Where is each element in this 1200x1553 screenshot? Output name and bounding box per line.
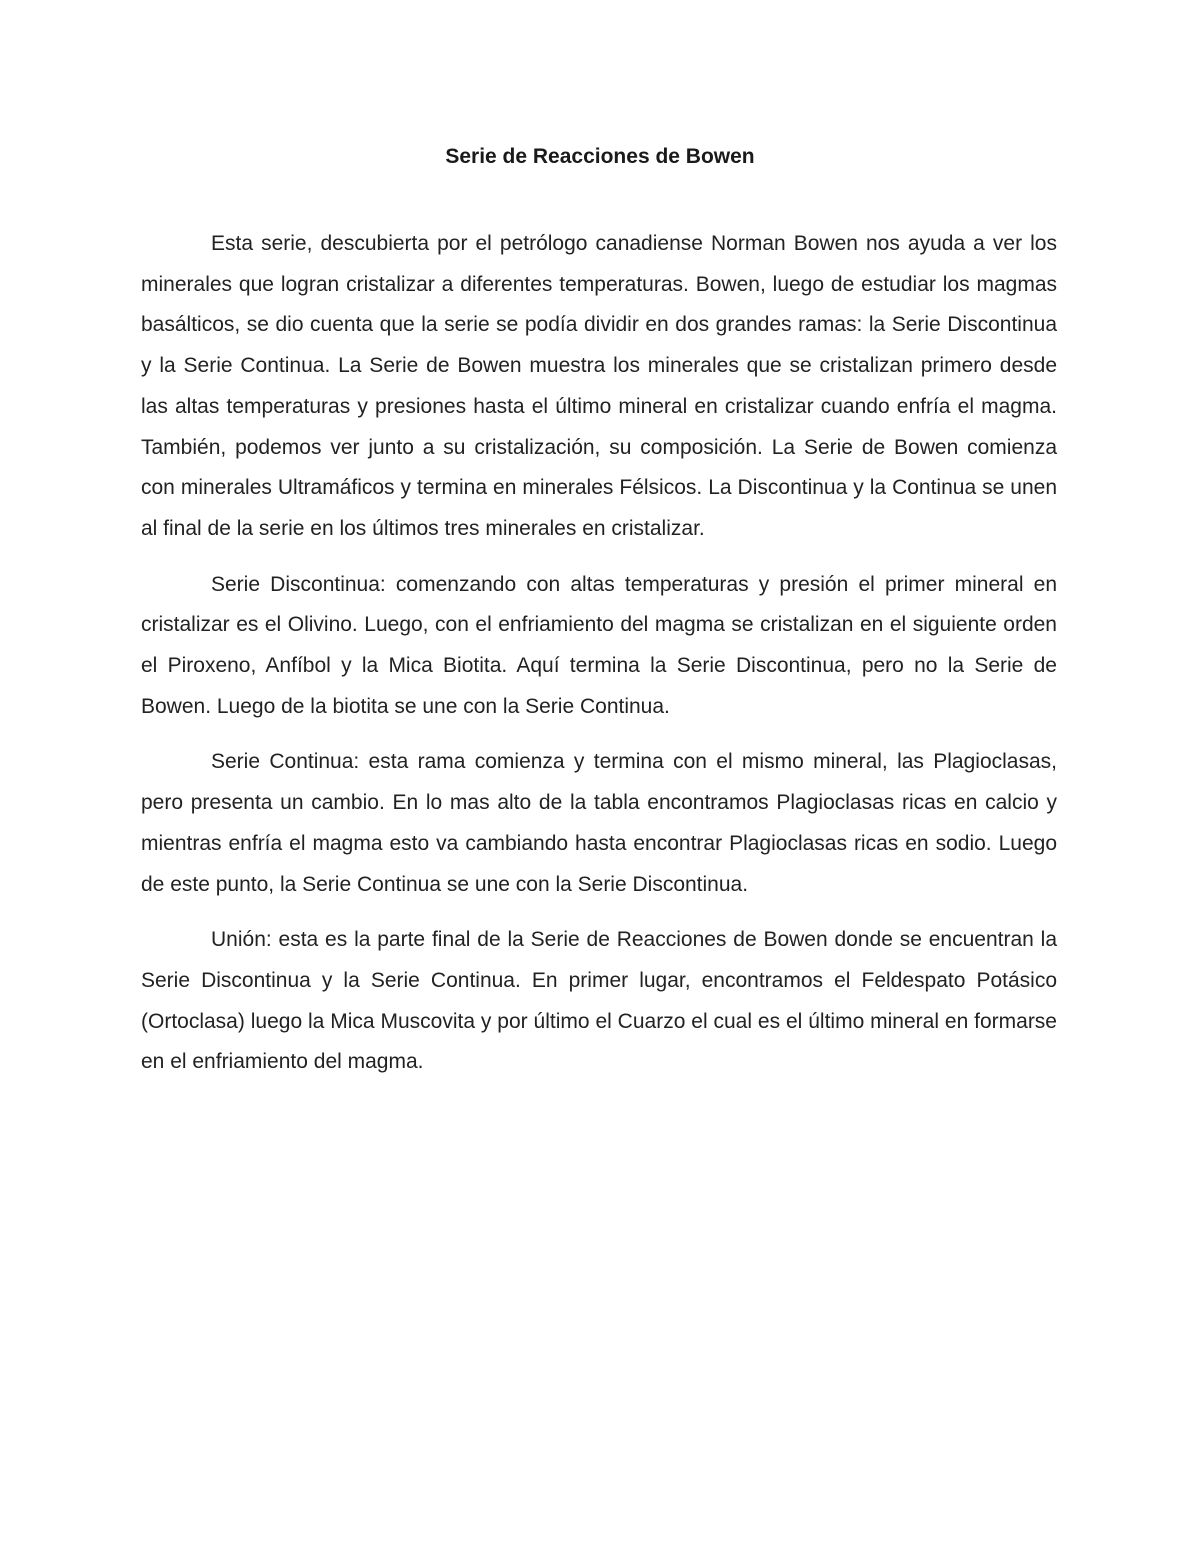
paragraph-union: Unión: esta es la parte final de la Serie de Reacciones de Bowen donde se encuentran la Serie Discontinua y la Serie Continua. En primer lugar, encontramos el Feldespato Potásico (Ortoclasa) luego la Mica Muscovita y por último el Cuarzo el cual es el último mineral en formarse en el enfriamiento del magma.: [141, 928, 1057, 1074]
paragraph-serie-discontinua: Serie Discontinua: comenzando con altas temperaturas y presión el primer mineral en cristalizar es el Olivino. Luego, con el enfriamiento del magma se cristalizan en el siguiente orden el Piroxeno, Anfíbol y la Mica Biotita. Aquí termina la Serie Discontinua, pero no la Serie de Bowen. Luego de la biotita se une con la Serie Continua.: [141, 572, 1057, 718]
document-title: Serie de Reacciones de Bowen: [445, 145, 755, 168]
paragraph-serie-continua: Serie Continua: esta rama comienza y termina con el mismo mineral, las Plagioclasas, pero presenta un cambio. En lo mas alto de la tabla encontramos Plagioclasas ricas en calcio y mientras enfría el magma esto va cambiando hasta encontrar Plagioclasas ricas en sodio. Luego de este punto, la Serie Continua se une con la Serie Discontinua.: [141, 750, 1057, 896]
paragraph-introduction: Esta serie, descubierta por el petrólogo canadiense Norman Bowen nos ayuda a ver los minerales que logran cristalizar a diferentes temperaturas. Bowen, luego de estudiar los magmas basálticos, se dio cuenta que la serie se podía dividir en dos grandes ramas: la Serie Discontinua y la Serie Continua. La Serie de Bowen muestra los minerales que se cristalizan primero desde las altas temperaturas y presiones hasta el último mineral en cristalizar cuando enfría el magma. También, podemos ver junto a su cristalización, su composición. La Serie de Bowen comienza con minerales Ultramáficos y termina en minerales Félsicos. La Discontinua y la Continua se unen al final de la serie en los últimos tres minerales en cristalizar.: [141, 232, 1057, 540]
document-body: [141, 224, 1057, 1098]
